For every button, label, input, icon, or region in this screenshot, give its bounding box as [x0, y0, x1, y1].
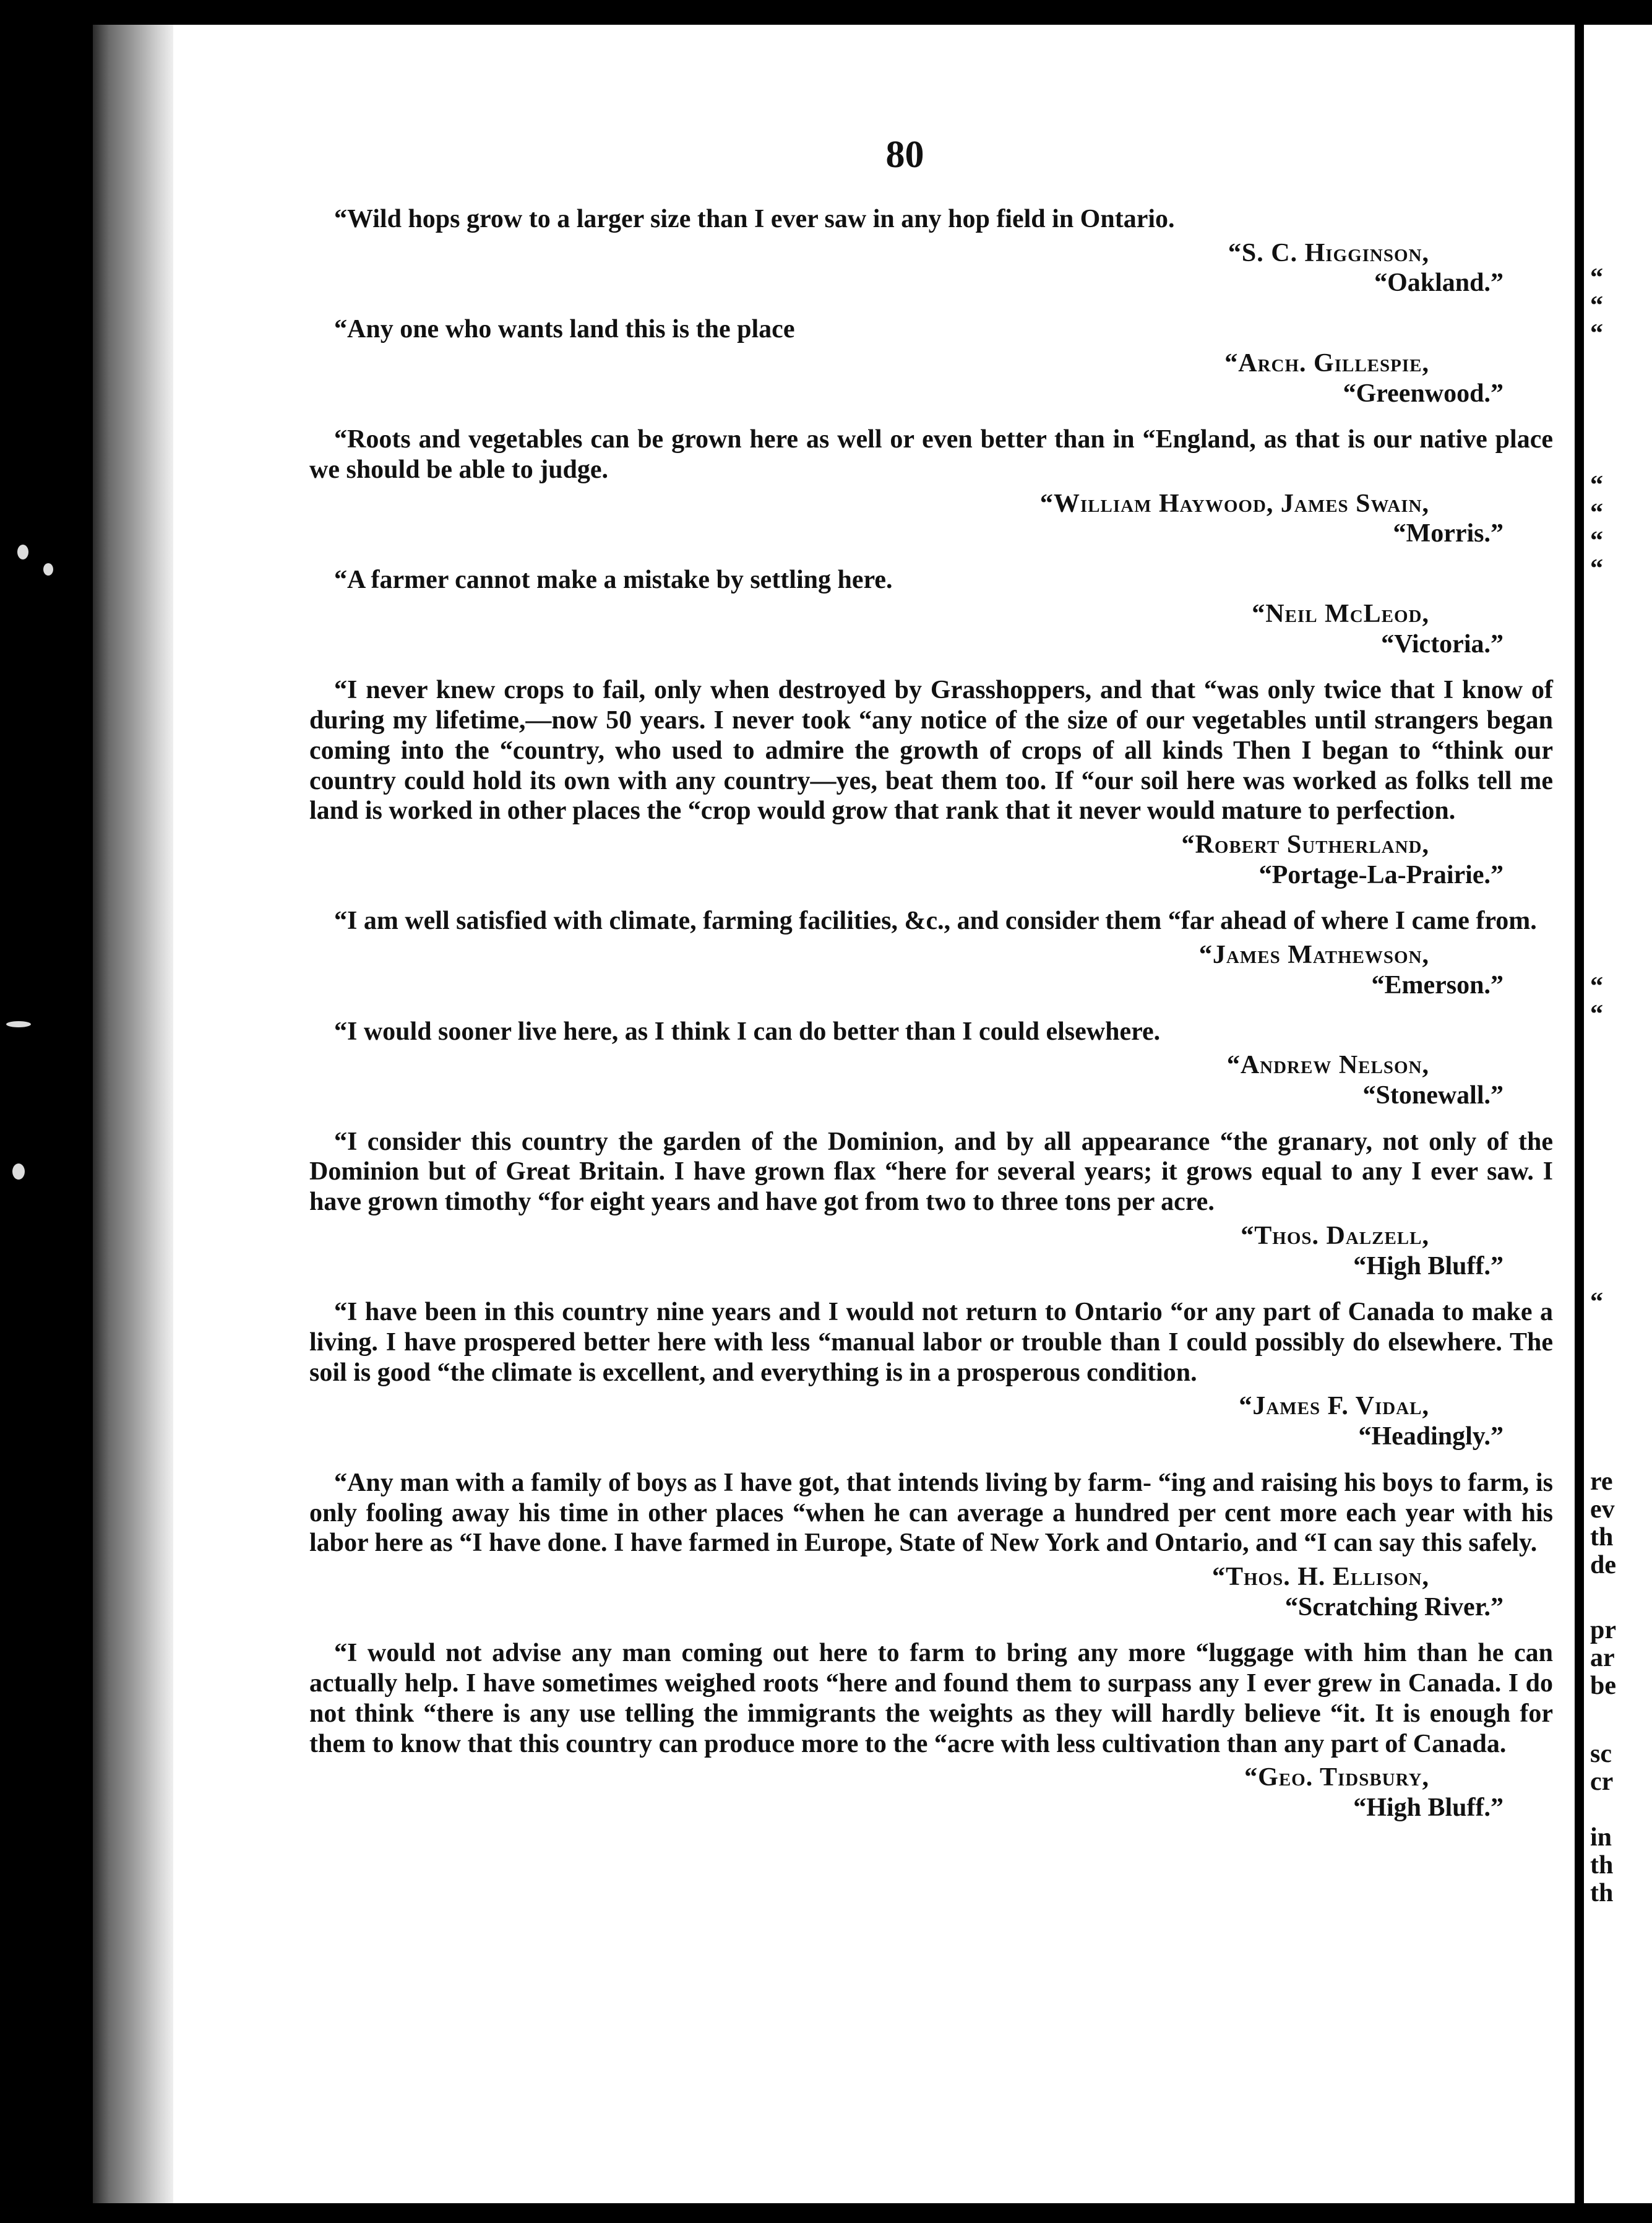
next-page-fragment: th	[1590, 1851, 1614, 1880]
testimonial-signature	[309, 1391, 1553, 1451]
scan-left-border	[0, 0, 93, 2223]
testimonial	[309, 204, 1553, 298]
next-page-fragment: “	[1590, 1000, 1603, 1029]
testimonial-quote: “Wild hops grow to a larger size than I ever saw in any hop field in Ontario.	[334, 205, 1175, 233]
testimonial-place: “Scratching River.”	[1284, 1592, 1504, 1621]
testimonial-quote: “Any man with a family of boys as I have got, that intends living by farm- “ing and raising his boys to farm, is only fooling away his time in other places “when he can average a hundred per cent more each year with his labor here as “I have done. I have farmed in Europe, State of New York and Ontario, and “I can say this safely.	[309, 1468, 1553, 1558]
testimonial	[309, 565, 1553, 659]
next-page-fragment: th	[1590, 1523, 1614, 1552]
testimonial-place: “Stonewall.”	[1362, 1081, 1504, 1110]
next-page-fragment: “	[1590, 972, 1603, 1001]
testimonial-signature	[309, 1221, 1553, 1281]
testimonial-signature	[309, 1050, 1553, 1110]
testimonial-place: “Greenwood.”	[1343, 379, 1504, 408]
testimonial-signature	[309, 830, 1553, 890]
testimonial-quote: “I have been in this country nine years and I would not return to Ontario “or any part of Canada to make a living. I have prospered better here with less “manual labor or trouble than I could possibly do elsewhere. The soil is good “the climate is excellent, and everything is in a prosperous condition.	[309, 1298, 1553, 1387]
testimonial	[309, 1297, 1553, 1452]
testimonial-quote: “I would sooner live here, as I think I can do better than I could elsewhere.	[334, 1017, 1161, 1046]
testimonial-name: “Thos. H. Ellison,	[1211, 1563, 1429, 1592]
next-page-fragment: “	[1590, 527, 1603, 555]
testimonial-name: “William Haywood, James Swain,	[1039, 489, 1429, 518]
testimonial-place: “High Bluff.”	[1353, 1794, 1504, 1823]
testimonial-place: “High Bluff.”	[1353, 1251, 1504, 1280]
testimonial-quote: “Any one who wants land this is the place	[334, 315, 795, 344]
testimonial	[309, 1638, 1553, 1823]
testimonial-place: “Emerson.”	[1371, 970, 1504, 999]
testimonial-place: “Morris.”	[1393, 519, 1504, 548]
page-gutter	[1575, 25, 1584, 2203]
testimonial-name: “Arch. Gillespie,	[1224, 348, 1429, 378]
testimonial-quote: “A farmer cannot make a mistake by settling here.	[334, 566, 893, 595]
testimonial-name: “Geo. Tidsbury,	[1244, 1763, 1429, 1792]
next-page-fragment: in	[1590, 1823, 1612, 1852]
next-page-fragment: “	[1590, 1288, 1603, 1316]
testimonial-name: “Thos. Dalzell,	[1241, 1221, 1429, 1250]
testimonial-name: “James Mathewson,	[1198, 941, 1429, 970]
testimonial-place: “Oakland.”	[1374, 269, 1504, 298]
next-page-fragment: de	[1590, 1551, 1616, 1579]
next-page-fragment: “	[1590, 291, 1603, 320]
testimonial-quote: “I consider this country the garden of the Dominion, and by all appearance “the granary, not only of the Dominion but of Great Britain. I have grown flax “here for several years; it grows equal to any I ever saw. I have grown timothy “for eight years and have got from two to three tons per acre.	[309, 1127, 1553, 1217]
book-spine	[93, 25, 173, 2203]
next-page-fragment: sc	[1590, 1740, 1612, 1768]
testimonial	[309, 314, 1553, 408]
scan-speck	[43, 563, 53, 576]
testimonial	[309, 906, 1553, 1000]
next-page-fragment: “	[1590, 555, 1603, 583]
testimonial-quote: “Roots and vegetables can be grown here as well or even better than in “England, as that is our native place we should be able to judge.	[309, 425, 1553, 485]
next-page-fragment: be	[1590, 1672, 1616, 1700]
next-page-fragment: ev	[1590, 1495, 1615, 1524]
testimonial	[309, 1127, 1553, 1282]
testimonial-name: “Andrew Nelson,	[1226, 1051, 1429, 1080]
testimonials	[309, 204, 1553, 1839]
testimonial-quote: “I am well satisfied with climate, farming facilities, &c., and consider them “far ahead of where I came from.	[334, 907, 1537, 936]
testimonial	[309, 1017, 1553, 1111]
next-page-fragment: re	[1590, 1467, 1613, 1496]
testimonial-place: “Portage-La-Prairie.”	[1258, 860, 1504, 889]
testimonial-place: “Victoria.”	[1381, 629, 1504, 658]
testimonial-name: “Neil McLeod,	[1252, 599, 1429, 628]
scan-speck	[12, 1163, 25, 1180]
testimonial-quote: “I never knew crops to fail, only when destroyed by Grasshoppers, and that “was only twice that I know of during my lifetime,—now 50 years. I never took “any notice of the size of our vegetables until strangers began coming into the “country, who used to admire the growth of crops of all kinds Then I began to “think our country could hold its own with any country—yes, beat them too. If “our soil here was worked as folks tell me land is worked in other places the “crop would grow that rank that it never would mature to perfection.	[309, 676, 1553, 826]
next-page-fragment: ar	[1590, 1644, 1615, 1672]
next-page-fragment: cr	[1590, 1768, 1614, 1796]
next-page-fragment: pr	[1590, 1616, 1616, 1644]
testimonial-signature	[309, 940, 1553, 1000]
next-page-fragment: “	[1590, 319, 1603, 348]
next-page-fragment: “	[1590, 264, 1603, 292]
testimonial	[309, 425, 1553, 549]
next-page-fragment: th	[1590, 1879, 1614, 1907]
testimonial-signature	[309, 348, 1553, 408]
page-number: 80	[885, 134, 924, 176]
testimonial-signature	[309, 489, 1553, 549]
testimonial-name: “James F. Vidal,	[1239, 1392, 1429, 1421]
testimonial-signature	[309, 238, 1553, 298]
testimonial-signature	[309, 1562, 1553, 1622]
scan-speck	[17, 545, 28, 559]
testimonial	[309, 1468, 1553, 1623]
next-page-fragment: “	[1590, 471, 1603, 499]
next-page-edge	[1584, 25, 1652, 2203]
testimonial-signature	[309, 1763, 1553, 1823]
testimonial-signature	[309, 599, 1553, 659]
testimonial-name: “Robert Sutherland,	[1181, 830, 1429, 859]
testimonial-quote: “I would not advise any man coming out here to farm to bring any more “luggage with him than he can actually help. I have sometimes weighed roots “here and found them to surpass any I ever grew in Canada. I do not think “there is any use telling the immigrants the weights as they will hardly believe “it. It is enough for them to know that this country can produce more to the “acre with less cultivation than any part of Canada.	[309, 1639, 1553, 1758]
testimonial-name: “S. C. Higginson,	[1228, 238, 1429, 267]
testimonial-place: “Headingly.”	[1358, 1422, 1504, 1451]
scan-speck	[6, 1021, 31, 1027]
next-page-fragment: “	[1590, 499, 1603, 527]
testimonial	[309, 675, 1553, 890]
